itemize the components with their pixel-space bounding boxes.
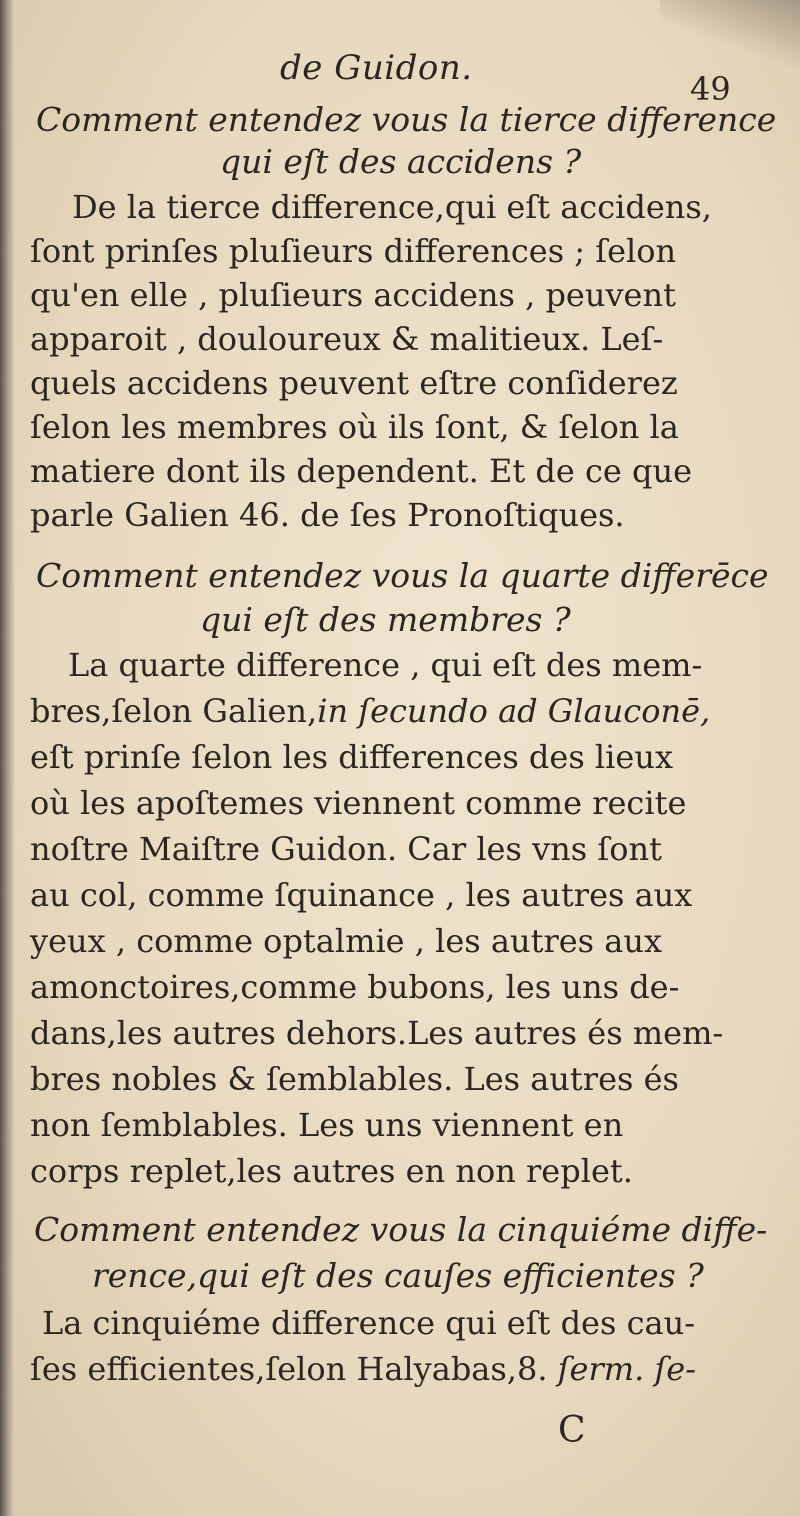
text-line: parle Galien 46. de ſes Pronoſtiques. <box>30 496 625 534</box>
text-line: bres nobles & ſemblables. Les autres és <box>30 1060 679 1098</box>
text-span: ſes efficientes,ſelon Halyabas,8. <box>30 1350 548 1388</box>
question-heading: Comment entendez vous la tierce difference <box>36 100 777 139</box>
signature-mark: C <box>558 1410 586 1451</box>
question-heading: Comment entendez vous la cinquiéme diffe- <box>34 1210 768 1249</box>
text-line: eſt prinſe ſelon les differences des lieux <box>30 738 673 776</box>
text-line: non ſemblables. Les uns viennent en <box>30 1106 624 1144</box>
text-line: ſelon les membres où ils ſont, & ſelon la <box>30 408 679 446</box>
text-line: ſont prinſes pluſieurs differences ; ſelon <box>30 232 677 270</box>
text-line: La cinquiéme difference qui eſt des cau- <box>42 1304 695 1342</box>
running-title: de Guidon. <box>280 48 473 88</box>
page-number: 49 <box>690 70 731 108</box>
latin-citation: in ſecundo ad Glauconē, <box>317 692 711 730</box>
text-line: matiere dont ils dependent. Et de ce que <box>30 452 693 490</box>
page-corner-shadow <box>660 0 800 70</box>
text-line: La quarte difference , qui eſt des mem- <box>68 646 703 684</box>
text-line <box>30 1350 696 1388</box>
text-line: où les apoſtemes viennent comme recite <box>30 784 687 822</box>
text-line: dans,les autres dehors.Les autres és mem- <box>30 1014 724 1052</box>
text-line: noſtre Maiſtre Guidon. Car les vns ſont <box>30 830 662 868</box>
page-gutter <box>0 0 14 1516</box>
text-span: bres,ſelon Galien, <box>30 692 318 730</box>
text-line: qu'en elle , pluſieurs accidens , peuvent <box>30 276 676 314</box>
question-heading: Comment entendez vous la quarte differēce <box>36 556 769 595</box>
question-heading: rence,qui eſt des cauſes efficientes ? <box>92 1256 704 1295</box>
question-heading: qui eſt des accidens ? <box>220 142 582 181</box>
text-line: quels accidens peuvent eſtre conſiderez <box>30 364 678 402</box>
text-line: corps replet,les autres en non replet. <box>30 1152 633 1190</box>
latin-citation: ſerm. ſe- <box>557 1350 697 1388</box>
text-line: amonctoires,comme bubons, les uns de- <box>30 968 680 1006</box>
text-line: De la tierce difference,qui eſt accidens, <box>72 188 712 226</box>
text-line <box>30 692 710 730</box>
text-line: apparoit , douloureux & malitieux. Leſ- <box>30 320 664 358</box>
question-heading: qui eſt des membres ? <box>200 600 571 639</box>
text-line: yeux , comme optalmie , les autres aux <box>30 922 662 960</box>
text-line: au col, comme ſquinance , les autres aux <box>30 876 693 914</box>
